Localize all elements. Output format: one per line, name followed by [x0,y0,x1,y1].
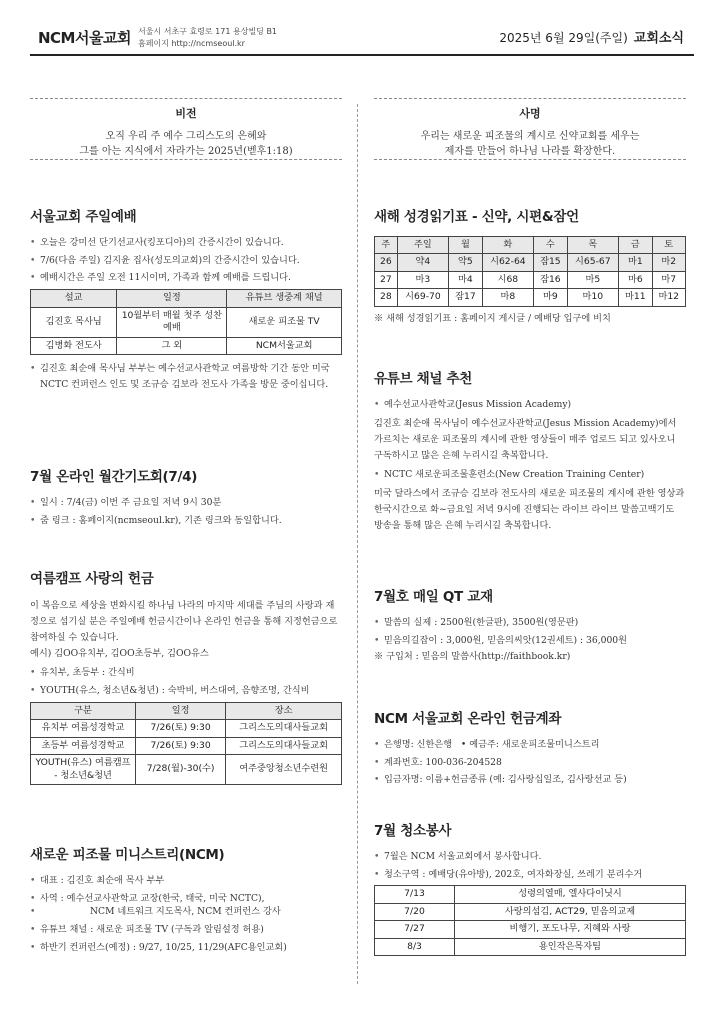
offering-holder: 예금주: 새로운피조물미니스트리 [469,738,600,750]
cleaning-bullet: • 청소구역 : 예배당(유아방), 202호, 여자화장실, 쓰레기 분리수거 [374,868,686,882]
table-row [375,886,686,903]
worship-bullet: • 7/6(다음 주일) 김지윤 집사(성도의교회)의 간증시간이 있습니다. [30,254,342,268]
table-header: 주일 [397,236,449,253]
table-cell: 잠16 [534,271,567,288]
table-header: 목 [567,236,619,253]
table-row-current-week [375,254,686,271]
bible-section [374,208,686,325]
table-cell: 마7 [652,271,686,288]
church-logo: NCM서울교회 [38,29,131,47]
table-header: 일정 [136,702,226,719]
table-header: 화 [482,236,534,253]
table-header: 수 [534,236,567,253]
youtube-channel-2: • NCTC 새로운피조물훈련소(New Creation Training Center) [374,468,686,482]
table-row [31,755,342,785]
table-cell: 마2 [652,254,686,271]
youtube-desc-2: 미국 달라스에서 조규승 김보라 전도사의 새로운 피조물의 계시에 관한 영상과 한국시간으로 화~금요일 저녁 9시에 진행되는 라이브 라이브 말씀고백기도 방송을 통해 많은 은혜 누리시길 축복합니다. [374,487,685,531]
table-cell: 마6 [619,271,652,288]
table-header: 유튜브 생중계 채널 [227,290,342,307]
table-cell: 28 [375,289,398,306]
offering-depositor: • 입금자명: 이름+헌금종류 (예: 김사랑십일조, 김사랑선교 등) [374,773,686,787]
vision-title: 비전 [175,107,197,120]
vision-line1: 오직 우리 주 예수 그리스도의 은혜와 [105,131,267,143]
table-row [375,903,686,920]
prayer-bullet: • 일시 : 7/4(금) 이번 주 금요일 저녁 9시 30분 [30,496,342,510]
date-title [499,30,684,48]
cleaning-table [374,885,686,956]
ncm-bullet: • 하반기 컨퍼런스(예정) : 9/27, 10/25, 11/29(AFC용인교회) [30,941,342,955]
table-cell: 8/3 [375,938,455,955]
vision-box [30,98,342,160]
column-divider [357,104,358,984]
table-header: 금 [619,236,652,253]
table-header: 월 [449,236,482,253]
table-header: 장소 [226,702,342,719]
table-cell: 여주중앙청소년수련원 [226,755,342,785]
table-cell: 7/13 [375,886,455,903]
table-cell: 마3 [397,271,449,288]
table-row [375,938,686,955]
table-cell: 김병화 전도사 [31,337,117,354]
camp-example: 예시) 김OO유치부, 김OO초등부, 김OO유스 [30,648,209,660]
table-cell: 성령의열매, 엘사다이닛시 [455,886,686,903]
table-cell: 시69-70 [397,289,449,306]
table-cell: 그리스도의대사들교회 [226,720,342,737]
table-header: 설교 [31,290,117,307]
cleaning-bullet: • 7월은 NCM 서울교회에서 봉사합니다. [374,850,686,864]
offering-bank-line: • 은행명: 신한은행 • 예금주: 새로운피조물미니스트리 [374,738,686,752]
table-cell: 7/28(월)-30(수) [136,755,226,785]
table-header: 주 [375,236,398,253]
table-cell: 그 외 [117,337,227,354]
bible-note: ※ 새해 성경읽기표 : 홈페이지 게시글 / 예배당 입구에 비치 [374,312,611,324]
worship-bullet: • 오늘은 강미선 단기선교사(킹포디아)의 간증시간이 있습니다. [30,236,342,250]
table-cell: 약4 [397,254,449,271]
table-cell: 그리스도의대사들교회 [226,737,342,754]
prayer-section [30,468,342,531]
camp-table [30,702,342,785]
table-cell: 7/26(토) 9:30 [136,737,226,754]
table-cell: 마5 [567,271,619,288]
bible-title: 새해 성경읽기표 - 신약, 시편&잠언 [374,209,579,225]
cleaning-title: 7월 청소봉사 [374,823,452,839]
vision-line2: 그를 아는 지식에서 자라가는 2025년(벧후1:18) [79,146,293,158]
table-row [31,720,342,737]
camp-paragraph: 이 복음으로 세상을 변화시킬 하나님 나라의 마지막 세대를 주님의 사랑과 재정으로 섬기실 분은 주일예배 헌금시간이나 온라인 헌금을 통해 지정헌금으로 참여하실 수 있습니다. [30,599,338,644]
table-cell: 26 [375,254,398,271]
table-cell: 시62-64 [482,254,534,271]
table-header: 구분 [31,702,136,719]
table-cell: 10월부터 매월 첫주 성찬예배 [117,307,227,337]
table-row [375,289,686,306]
camp-bullet: • 유치부, 초등부 : 간식비 [30,666,342,680]
camp-bullet: • YOUTH(유스, 청소년&청년) : 숙박비, 버스대여, 음향조명, 간식비 [30,684,342,698]
mission-title: 사명 [519,107,541,120]
table-cell: 새로운 피조물 TV [227,307,342,337]
mission-line1: 우리는 새로운 피조물의 계시로 신약교회를 세우는 [420,131,640,143]
worship-section [30,208,342,397]
address: 서울시 서초구 효령로 171 용상빌딩 B1 [138,27,278,36]
youtube-desc-1: 김진호 최순애 목사님이 예수선교사관학교(Jesus Mission Academy)에서 가르치는 새로운 피조물의 계시에 관한 영상들이 매주 업로드 되고 있사오니 구독하시고 많은 은혜 누리시길 축복합니다. [374,417,677,461]
ncm-bullet: • 대표 : 김진호 최순애 목사 부부 [30,874,342,888]
ncm-section [30,846,342,959]
youtube-section [374,370,686,538]
offering-title: NCM 서울교회 온라인 헌금계좌 [374,711,562,727]
bible-table [374,236,686,307]
table-header: 토 [652,236,686,253]
prayer-bullet: • 줌 링크 : 홈페이지(ncmseoul.kr), 기존 링크와 동일합니다. [30,514,342,528]
camp-title: 여름캠프 사랑의 헌금 [30,571,154,587]
table-cell: 잠15 [534,254,567,271]
bulletin-title: 교회소식 [633,31,684,46]
camp-section [30,570,342,785]
table-row [31,737,342,754]
table-cell: 초등부 여름성경학교 [31,737,136,754]
qt-bullet: • 말씀의 실제 : 2500원(한글판), 3500원(영문판) [374,616,686,630]
table-cell: 마4 [449,271,482,288]
table-cell: 마8 [482,289,534,306]
table-cell: 비행기, 포도나무, 지혜와 사랑 [455,921,686,938]
table-cell: 마10 [567,289,619,306]
youtube-channel-1: • 예수선교사관학교(Jesus Mission Academy) [374,398,686,412]
table-cell: 약5 [449,254,482,271]
table-cell: 사랑의섬김, ACT29, 믿음의교제 [455,903,686,920]
ncm-bullet: • 유튜브 채널 : 새로운 피조물 TV (구독과 알림설정 허용) [30,923,342,937]
mission-line2: 제자를 만들어 하나님 나라를 확장한다. [444,146,616,158]
prayer-title: 7월 온라인 월간기도회(7/4) [30,469,198,485]
offering-account: • 계좌번호: 100-036-204528 [374,756,686,770]
table-cell: 7/20 [375,903,455,920]
offering-section [374,710,686,791]
table-cell: 마12 [652,289,686,306]
table-cell: YOUTH(유스) 여름캠프 - 청소년&청년 [31,755,136,785]
table-cell: 유치부 여름성경학교 [31,720,136,737]
header [30,18,694,56]
qt-section [374,588,686,664]
table-cell: 마9 [534,289,567,306]
address-block [138,26,277,49]
mission-box [374,98,686,160]
ncm-bullet: • 사역 : 예수선교사관학교 교장(한국, 태국, 미국 NCTC), [30,892,342,906]
table-cell: 용인작은목자팀 [455,938,686,955]
table-row [31,337,342,354]
table-cell: 7/27 [375,921,455,938]
ncm-title: 새로운 피조물 미니스트리(NCM) [30,847,225,863]
table-row [375,921,686,938]
table-cell: NCM서울교회 [227,337,342,354]
table-cell: 27 [375,271,398,288]
qt-note: ※ 구입처 : 믿음의 말씀사(http://faithbook.kr) [374,651,571,663]
table-cell: 시65-67 [567,254,619,271]
worship-note: • 김진호 최순애 목사님 부부는 예수선교사관학교 여름방학 기간 동안 미국 NCTC 컨퍼런스 인도 및 조규승 김보라 전도사 가족을 방문 중이십니다. [30,361,342,393]
table-row [375,271,686,288]
bulletin-date: 2025년 6월 29일(주일) [499,31,628,45]
table-row [31,307,342,337]
table-cell: 시68 [482,271,534,288]
qt-bullet: • 믿음의길잡이 : 3,000원, 믿음의씨앗(12권세트) : 36,000원 [374,634,686,648]
table-cell: 마1 [619,254,652,271]
cleaning-section [374,822,686,956]
homepage-link[interactable]: 홈페이지 http://ncmseoul.kr [138,38,245,48]
table-header: 일정 [117,290,227,307]
table-cell: 7/26(토) 9:30 [136,720,226,737]
worship-title: 서울교회 주일예배 [30,209,137,225]
offering-bank: 은행명: 신한은행 [384,738,453,750]
youtube-title: 유튜브 채널 추천 [374,371,472,387]
qt-title: 7월호 매일 QT 교재 [374,589,493,605]
table-cell: 잠17 [449,289,482,306]
sermon-table [30,289,342,355]
table-cell: 마11 [619,289,652,306]
table-cell: 김진호 목사님 [31,307,117,337]
worship-bullet: • 예배시간은 주일 오전 11시이며, 가족과 함께 예배를 드립니다. [30,271,342,285]
ncm-indent-line: • NCM 네트워크 지도목사, NCM 컨퍼런스 강사 [30,905,342,919]
